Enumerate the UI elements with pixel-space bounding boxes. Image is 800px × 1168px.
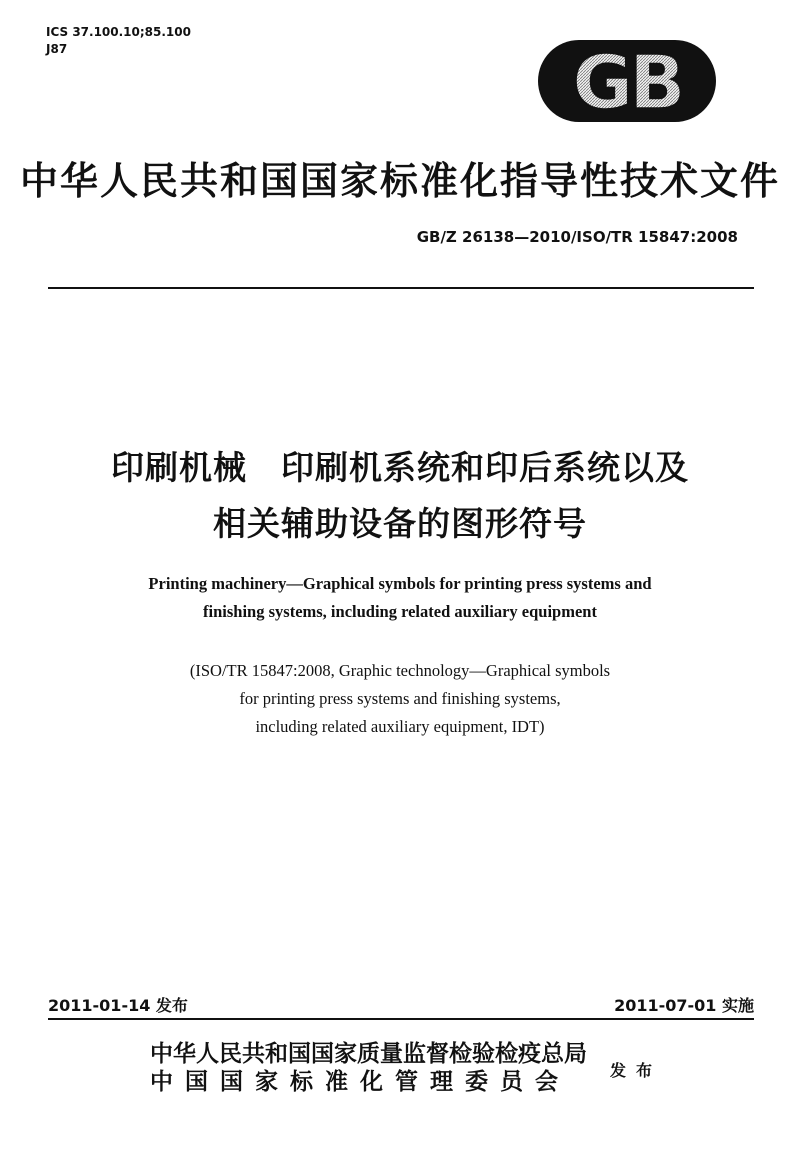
publish-label: 发布 bbox=[610, 1061, 663, 1080]
standard-number: GB/Z 26138—2010/ISO/TR 15847:2008 bbox=[416, 228, 738, 246]
chinese-title-line-1: 印刷机械 印刷机系统和印后系统以及 bbox=[111, 448, 689, 487]
ics-code: ICS 37.100.10;85.100 bbox=[46, 25, 191, 39]
issue-date: 2011-01-14 发布 bbox=[48, 996, 188, 1015]
chinese-title-line-2: 相关辅助设备的图形符号 bbox=[213, 504, 587, 543]
iso-reference bbox=[0, 657, 800, 741]
iso-reference-line-1: (ISO/TR 15847:2008, Graphic technology—Graphical symbols bbox=[189, 661, 611, 680]
document-type-title: 中华人民共和国国家标准化指导性技术文件 bbox=[19, 158, 780, 203]
iso-reference-line-3: including related auxiliary equipment, IDT) bbox=[255, 717, 545, 736]
bottom-divider bbox=[48, 1018, 754, 1020]
chinese-title bbox=[0, 440, 800, 552]
top-divider bbox=[48, 287, 754, 289]
implementation-date: 2011-07-01 实施 bbox=[614, 996, 754, 1015]
issuer-sac: 中国国家标准化管理委员会 bbox=[150, 1068, 570, 1095]
classification-codes bbox=[46, 24, 191, 58]
english-title bbox=[0, 570, 800, 626]
english-title-line-1: Printing machinery—Graphical symbols for printing press systems and bbox=[148, 574, 652, 593]
iso-reference-line-2: for printing press systems and finishing systems, bbox=[239, 689, 561, 708]
ccs-code: J87 bbox=[46, 42, 68, 56]
issuing-authorities bbox=[150, 1040, 587, 1096]
gb-logo bbox=[538, 40, 716, 122]
logo-text: GB bbox=[572, 40, 682, 122]
english-title-line-2: finishing systems, including related auxiliary equipment bbox=[203, 602, 597, 621]
issuer-aqsiq: 中华人民共和国国家质量监督检验检疫总局 bbox=[150, 1040, 587, 1067]
